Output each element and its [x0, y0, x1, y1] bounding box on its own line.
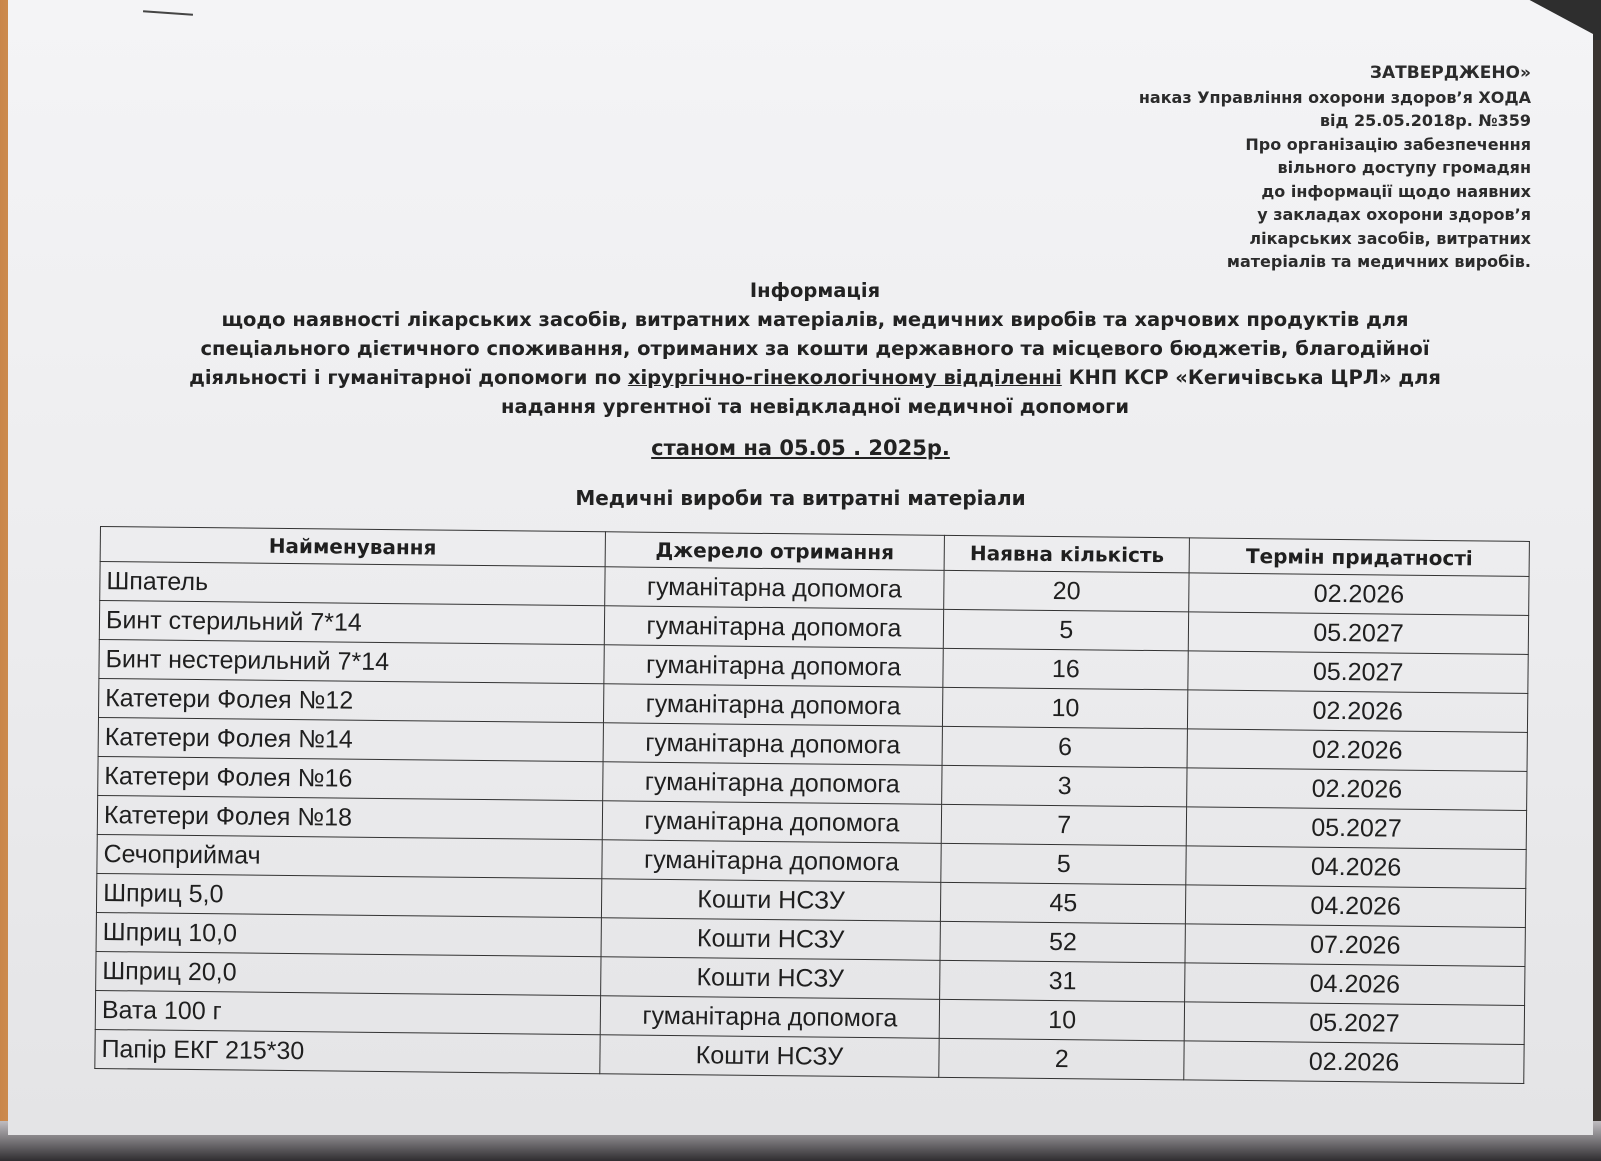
approval-line: лікарських засобів, витратних: [1249, 228, 1531, 248]
cell-expiry: 02.2026: [1188, 690, 1528, 733]
cell-source: Кошти НСЗУ: [599, 1035, 939, 1078]
cell-source: гуманітарна допомога: [603, 645, 943, 688]
approval-line: ЗАТВЕРДЖЕНО»: [1369, 63, 1531, 83]
cell-quantity: 10: [940, 999, 1185, 1041]
cell-expiry: 02.2026: [1184, 1041, 1524, 1084]
cell-expiry: 05.2027: [1184, 1002, 1524, 1045]
approval-line: у закладах охорони здоров’я: [1257, 205, 1531, 224]
title-line: спеціального дієтичного споживання, отриманих за кошти державного та місцевого бюджетів, благодійної: [200, 337, 1430, 360]
cell-source: гуманітарна допомога: [603, 723, 943, 766]
cell-name: Сечоприймач: [97, 834, 602, 878]
cell-name: Бинт нестерильний 7*14: [99, 639, 604, 683]
title-text: діяльності і гуманітарної допомоги по: [189, 366, 628, 389]
cell-source: гуманітарна допомога: [604, 606, 944, 649]
cell-name: Шпатель: [100, 562, 605, 606]
cell-expiry: 04.2026: [1185, 963, 1525, 1006]
approval-line: до інформації щодо наявних: [1261, 181, 1531, 201]
cell-name: Катетери Фолея №14: [98, 717, 603, 761]
cell-quantity: 52: [940, 921, 1185, 963]
approval-stamp-block: [1011, 62, 1531, 274]
cell-name: Шприц 10,0: [96, 912, 601, 956]
cell-name: Шприц 20,0: [96, 951, 601, 995]
cell-source: гуманітарна допомога: [602, 762, 942, 805]
approval-line: вільного доступу громадян: [1277, 158, 1531, 177]
cell-source: гуманітарна допомога: [601, 840, 941, 883]
cell-name: Катетери Фолея №12: [98, 678, 603, 722]
inventory-table-wrap: [94, 526, 1530, 1084]
cell-quantity: 10: [943, 687, 1188, 729]
cell-name: Катетери Фолея №18: [97, 795, 602, 839]
cell-quantity: 5: [941, 843, 1186, 885]
cell-name: Вата 100 г: [95, 990, 600, 1034]
cell-expiry: 05.2027: [1188, 612, 1528, 655]
cell-expiry: 02.2026: [1187, 729, 1527, 772]
cell-expiry: 05.2027: [1186, 807, 1526, 850]
cell-quantity: 20: [944, 570, 1189, 612]
table-title: Медичні вироби та витратні матеріали: [575, 486, 1026, 510]
cell-name: Папір ЕКГ 215*30: [95, 1029, 600, 1073]
cell-quantity: 7: [942, 804, 1187, 846]
cell-source: гуманітарна допомога: [602, 801, 942, 844]
header-quantity: Наявна кількість: [944, 535, 1189, 573]
cell-name: Шприц 5,0: [96, 873, 601, 917]
title-heading: Інформація: [749, 279, 881, 302]
inventory-table: [94, 526, 1530, 1084]
cell-source: Кошти НСЗУ: [600, 957, 940, 1000]
header-source: Джерело отримання: [605, 532, 945, 571]
approval-line: матеріалів та медичних виробів.: [1226, 252, 1531, 271]
cell-expiry: 02.2026: [1189, 573, 1529, 616]
cell-quantity: 2: [939, 1038, 1184, 1080]
cell-quantity: 45: [941, 882, 1186, 924]
cell-source: гуманітарна допомога: [600, 996, 940, 1039]
cell-source: гуманітарна допомога: [604, 567, 944, 610]
title-line: надання ургентної та невідкладної медичної допомоги: [501, 395, 1129, 418]
cell-source: гуманітарна допомога: [603, 684, 943, 727]
cell-expiry: 02.2026: [1187, 768, 1527, 811]
pen-mark: [143, 10, 193, 15]
cell-quantity: 3: [942, 765, 1187, 807]
title-line: щодо наявності лікарських засобів, витратних матеріалів, медичних виробів та харчових продуктів для: [221, 308, 1409, 331]
cell-name: Бинт стерильний 7*14: [99, 601, 604, 645]
cell-quantity: 5: [944, 609, 1189, 651]
cell-quantity: 31: [940, 960, 1185, 1002]
department-name: хірургічно-гінекологічному відділенні: [627, 366, 1062, 389]
title-text: КНП КСР «Кегичівська ЦРЛ» для: [1061, 366, 1441, 389]
header-name: Найменування: [100, 527, 605, 567]
cell-expiry: 04.2026: [1186, 846, 1526, 889]
cell-quantity: 6: [942, 726, 1187, 768]
approval-line: наказ Управління охорони здоров’я ХОДА: [1138, 87, 1531, 107]
cell-expiry: 05.2027: [1188, 651, 1528, 694]
cell-source: Кошти НСЗУ: [601, 879, 941, 922]
document-title: [80, 276, 1550, 421]
cell-name: Катетери Фолея №16: [98, 756, 603, 800]
status-date: станом на 05.05 . 2025р.: [651, 436, 950, 460]
title-line: [80, 363, 1550, 392]
cell-source: Кошти НСЗУ: [601, 918, 941, 961]
cell-expiry: 07.2026: [1185, 924, 1525, 967]
approval-line: Про організацію забезпечення: [1245, 134, 1531, 154]
header-expiry: Термін придатності: [1189, 538, 1529, 577]
cell-expiry: 04.2026: [1186, 885, 1526, 928]
approval-line: від 25.05.2018р. №359: [1319, 111, 1531, 130]
cell-quantity: 16: [943, 648, 1188, 690]
